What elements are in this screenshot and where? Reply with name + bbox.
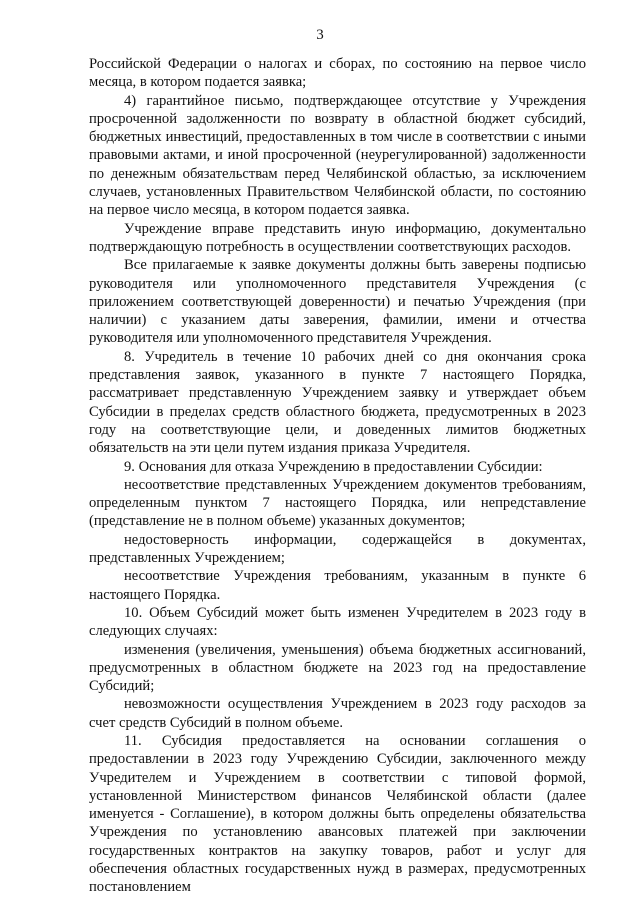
paragraph-tax-continuation: Российской Федерации о налогах и сборах, по состоянию на первое число месяца, в котором подается заявка; bbox=[89, 56, 586, 91]
paragraph-document-certification: Все прилагаемые к заявке документы должны быть заверены подписью руководителя или уполномоченного представителя Учреждения (с приложением соответствующей доверенности) и печатью Учреждения (при наличии) с указанием даты заверения, фамилии, имени и отчества руководителя или уполномоченного представителя Учреждения. bbox=[89, 257, 586, 347]
document-body bbox=[89, 55, 586, 897]
paragraph-refusal-reason-3: несоответствие Учреждения требованиям, указанным в пункте 6 настоящего Порядка. bbox=[89, 568, 586, 603]
paragraph-guarantee-letter: 4) гарантийное письмо, подтверждающее отсутствие у Учреждения просроченной задолженности по возврату в областной бюджет субсидий, бюджетных инвестиций, предоставленных в том числе в соответствии с иными правовыми актами, и иной просроченной (неурегулированной) задолженности по денежным обязательствам перед Челябинской областью, за исключением случаев, установленных Правительством Челябинской области, по состоянию на первое число месяца, в котором подается заявка. bbox=[89, 92, 586, 219]
page-number: 3 bbox=[316, 27, 324, 43]
paragraph-refusal-reason-2: недостоверность информации, содержащейся в документах, представленных Учреждением; bbox=[89, 531, 586, 567]
paragraph-refusal-reason-1: несоответствие представленных Учреждением документов требованиям, определенным пунктом 7 настоящего Порядка, или непредставление (представление не в полном объеме) указанных документов; bbox=[89, 476, 586, 530]
paragraph-change-case-2: невозможности осуществления Учреждением в 2023 году расходов за счет средств Субсидий в полном объеме. bbox=[89, 696, 586, 731]
paragraph-clause-11: 11. Субсидия предоставляется на основании соглашения о предоставлении в 2023 году Учреждению Субсидии, заключенного между Учредителем и Учреждением в соответствии с типовой формой, установленной Министерством финансов Челябинской области (далее именуется - Соглашение), в котором должны быть определены обязательства Учреждения по установлению авансовых платежей при заключении государственных контрактов на закупку товаров, работ и услуг для обеспечения областных государственных нужд в размерах, предусмотренных постановлением bbox=[89, 732, 586, 896]
paragraph-other-information: Учреждение вправе представить иную информацию, документально подтверждающую потребность в осуществлении соответствующих расходов. bbox=[89, 220, 586, 255]
paragraph-clause-10: 10. Объем Субсидий может быть изменен Учредителем в 2023 году в следующих случаях: bbox=[89, 604, 586, 640]
paragraph-change-case-1: изменения (увеличения, уменьшения) объема бюджетных ассигнований, предусмотренных в областном бюджете на 2023 год на предоставление Субсидий; bbox=[89, 641, 586, 695]
paragraph-clause-9: 9. Основания для отказа Учреждению в предоставлении Субсидии: bbox=[124, 458, 543, 475]
paragraph-clause-8: 8. Учредитель в течение 10 рабочих дней со дня окончания срока представления заявок, указанного в пункте 7 настоящего Порядка, рассматривает представленную Учреждением заявку и утверждает объем Субсидии в пределах средств областного бюджета, предусмотренных в 2023 году на соответствующие цели, и доведенных лимитов бюджетных обязательств на эти цели путем издания приказа Учредителя. bbox=[89, 348, 586, 457]
